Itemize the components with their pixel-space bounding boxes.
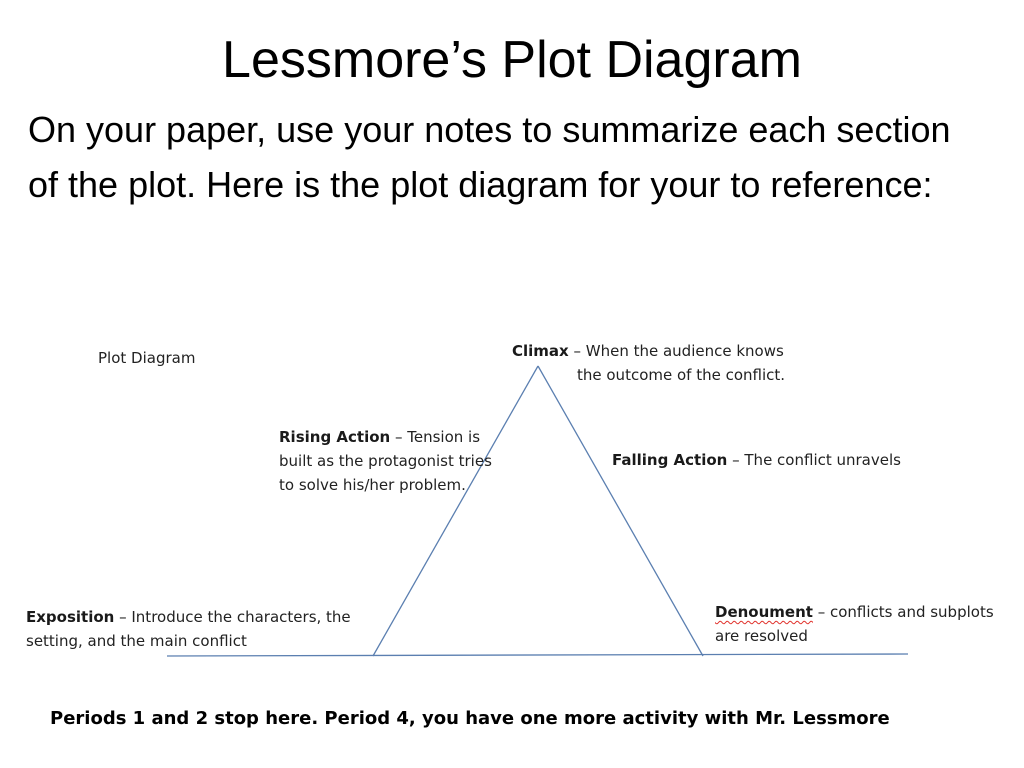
rising-action-term: Rising Action: [279, 428, 391, 446]
climax-desc-line1: – When the audience knows: [568, 342, 784, 360]
rising-action-line: [373, 366, 538, 656]
exposition-term: Exposition: [26, 608, 115, 626]
denoument-desc: – conflicts and subplots are resolved: [715, 603, 994, 645]
falling-action-line: [538, 366, 703, 656]
falling-action-label: [612, 448, 932, 472]
denoument-term: Denoument: [715, 603, 813, 621]
baseline-line: [167, 654, 908, 656]
falling-action-term: Falling Action: [612, 451, 728, 469]
plot-diagram-label: Plot Diagram: [98, 349, 196, 367]
footer-note: Periods 1 and 2 stop here. Period 4, you have one more activity with Mr. Lessmore: [50, 708, 890, 729]
exposition-label: [26, 605, 386, 653]
climax-desc-line2: the outcome of the conflict.: [577, 366, 786, 384]
denoument-label: [715, 600, 1015, 648]
falling-action-desc: – The conflict unravels: [727, 451, 901, 469]
climax-term: Climax: [512, 342, 569, 360]
rising-action-label: [279, 425, 499, 497]
exposition-desc: – Introduce the characters, the setting, and the main conflict: [26, 608, 351, 650]
slide-title: Lessmore’s Plot Diagram: [222, 31, 802, 89]
rising-action-desc: – Tension is built as the protagonist tries to solve his/her problem.: [279, 428, 492, 494]
instructions-text: On your paper, use your notes to summarize each section of the plot. Here is the plot diagram for your to reference:: [28, 109, 951, 205]
climax-label: [512, 339, 812, 387]
